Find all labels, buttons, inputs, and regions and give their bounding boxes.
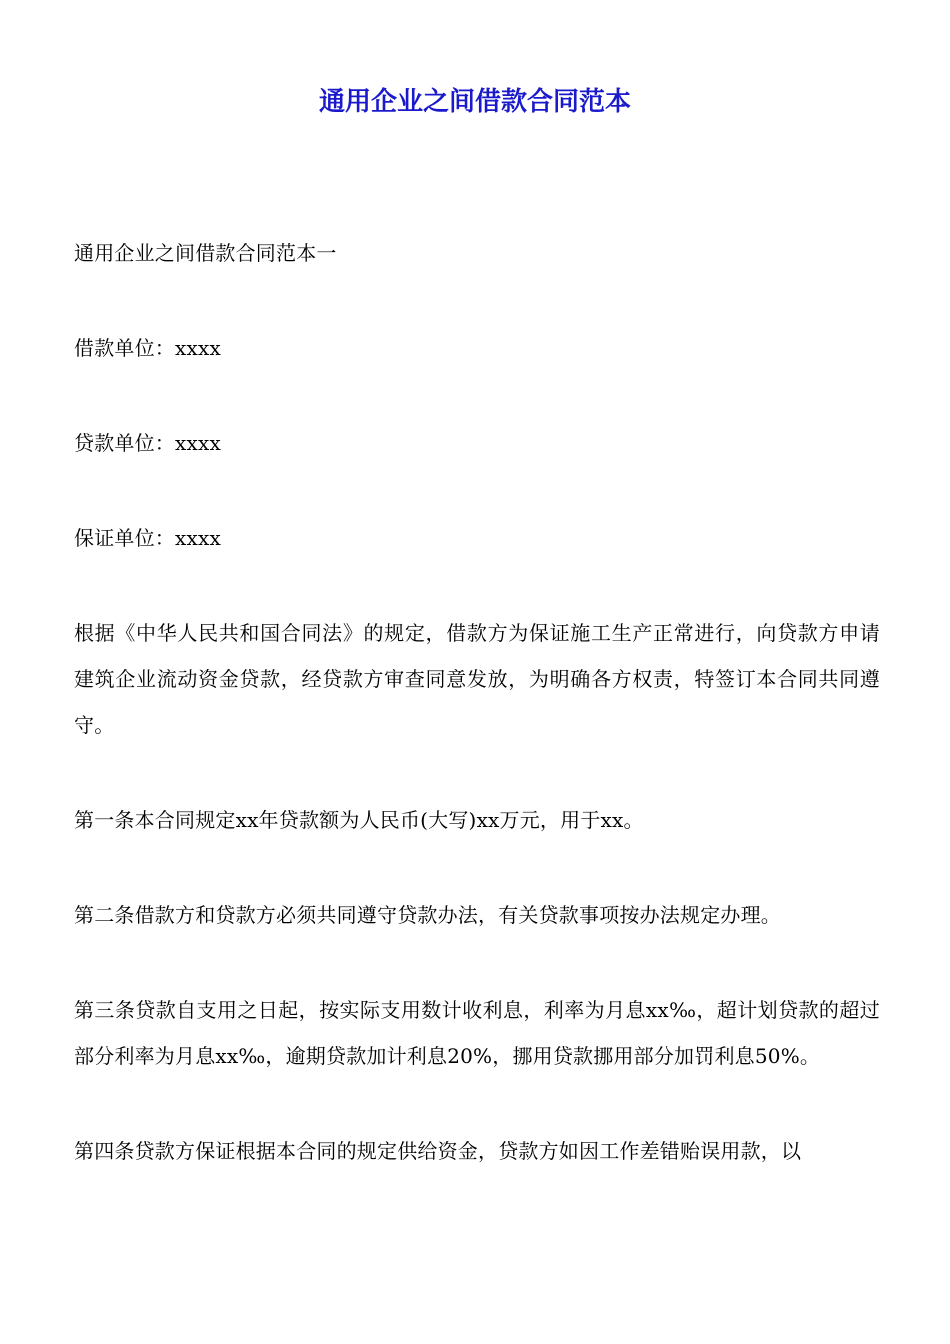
- document-body: [74, 230, 880, 1223]
- paragraph-borrower: 借款单位：xxxx: [74, 336, 221, 360]
- paragraph-article-2: 第二条借款方和贷款方必须共同遵守贷款办法，有关贷款事项按办法规定办理。: [74, 903, 781, 927]
- paragraph-preamble: 根据《中华人民共和国合同法》的规定，借款方为保证施工生产正常进行，向贷款方申请建筑企业流动资金贷款，经贷款方审查同意发放，为明确各方权责，特签订本合同共同遵守。: [74, 621, 880, 737]
- paragraph-article-1: 第一条本合同规定xx年贷款额为人民币(大写)xx万元，用于xx。: [74, 808, 644, 832]
- paragraph-guarantor: 保证单位：xxxx: [74, 526, 221, 550]
- paragraph-article-3: 第三条贷款自支用之日起，按实际支用数计收利息，利率为月息xx‰，超计划贷款的超过部分利率为月息xx‰，逾期贷款加计利息20%，挪用贷款挪用部分加罚利息50%。: [74, 998, 880, 1068]
- document-title: 通用企业之间借款合同范本: [318, 87, 631, 117]
- paragraph-article-4: 第四条贷款方保证根据本合同的规定供给资金，贷款方如因工作差错贻误用款，以: [74, 1139, 802, 1163]
- paragraph-subtitle: 通用企业之间借款合同范本一: [74, 241, 337, 265]
- paragraph-lender: 贷款单位：xxxx: [74, 431, 221, 455]
